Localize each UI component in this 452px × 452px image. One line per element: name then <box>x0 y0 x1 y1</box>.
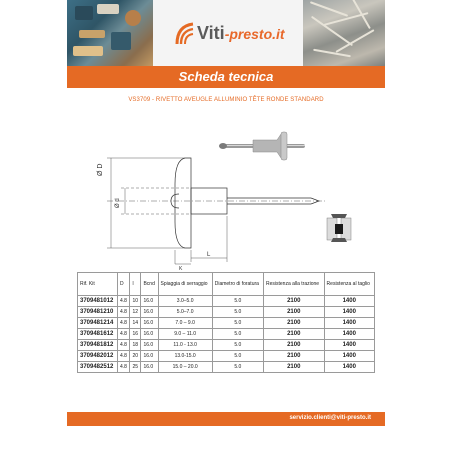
dim-label-d: Ø d <box>115 198 121 208</box>
tools-photo <box>67 0 153 66</box>
footer-email[interactable]: servizio.clienti@viti-presto.it <box>289 415 371 421</box>
header-d: D <box>118 273 130 296</box>
header-hole: Diametro di foratura <box>212 273 263 296</box>
cell-b: 16.0 <box>141 296 158 307</box>
cell-grip: 13.0-15.0 <box>158 351 212 362</box>
header-banner <box>67 0 385 66</box>
cell-b: 16.0 <box>141 318 158 329</box>
cell-shear: 1400 <box>324 296 374 307</box>
cell-l: 16 <box>130 329 141 340</box>
header-bcnd: Bcnd <box>141 273 158 296</box>
cell-grip: 5.0–7.0 <box>158 307 212 318</box>
cell-b: 16.0 <box>141 329 158 340</box>
cell-shear: 1400 <box>324 329 374 340</box>
cell-ref: 3709481210 <box>78 307 118 318</box>
footer-bar <box>67 412 385 426</box>
cell-grip: 15.0 – 20.0 <box>158 362 212 373</box>
cell-hole: 5.0 <box>212 307 263 318</box>
cell-hole: 5.0 <box>212 362 263 373</box>
cell-tension: 2100 <box>264 340 325 351</box>
table-row <box>78 329 375 340</box>
cell-grip: 3.0–5.0 <box>158 296 212 307</box>
cell-d: 4.8 <box>118 329 130 340</box>
header-ref: Rif. Kit <box>78 273 118 296</box>
installed-rivet-section-icon <box>327 214 351 242</box>
title-bar <box>67 66 385 88</box>
cell-l: 12 <box>130 307 141 318</box>
header-shear: Resistenza al taglio <box>324 273 374 296</box>
cell-d: 4.8 <box>118 296 130 307</box>
cell-grip: 11.0 - 13.0 <box>158 340 212 351</box>
cell-tension: 2100 <box>264 296 325 307</box>
cell-ref: 3709482012 <box>78 351 118 362</box>
logo-main: Viti <box>197 23 225 43</box>
table-header-row <box>78 273 375 296</box>
cell-hole: 5.0 <box>212 340 263 351</box>
cell-grip: 9.0 – 11.0 <box>158 329 212 340</box>
cell-hole: 5.0 <box>212 329 263 340</box>
cell-tension: 2100 <box>264 307 325 318</box>
logo-arc-icon <box>175 22 195 46</box>
table-row <box>78 340 375 351</box>
cell-ref: 3709481812 <box>78 340 118 351</box>
rivet-elevation <box>107 158 327 264</box>
cell-grip: 7.0 – 9.0 <box>158 318 212 329</box>
cell-b: 16.0 <box>141 351 158 362</box>
header-grip: Spiaggia di serraggio <box>158 273 212 296</box>
table-row <box>78 351 375 362</box>
cell-d: 4.8 <box>118 351 130 362</box>
dim-label-L: L <box>207 252 211 258</box>
technical-drawing <box>67 110 385 270</box>
logo-accent: -presto.it <box>224 26 285 42</box>
cell-shear: 1400 <box>324 362 374 373</box>
cell-shear: 1400 <box>324 318 374 329</box>
table-row <box>78 318 375 329</box>
rivet-photo <box>219 132 305 160</box>
cell-tension: 2100 <box>264 351 325 362</box>
screws-photo <box>303 0 385 66</box>
cell-b: 16.0 <box>141 362 158 373</box>
cell-l: 18 <box>130 340 141 351</box>
table-row <box>78 362 375 373</box>
cell-ref: 3709481012 <box>78 296 118 307</box>
page-title: Scheda tecnica <box>178 69 274 84</box>
header-l: l <box>130 273 141 296</box>
cell-d: 4.8 <box>118 340 130 351</box>
cell-b: 16.0 <box>141 340 158 351</box>
cell-tension: 2100 <box>264 329 325 340</box>
cell-shear: 1400 <box>324 351 374 362</box>
product-subtitle: VS3709 - RIVETTO AVEUGLE ALLUMINIO TÊTE RONDE STANDARD <box>128 97 324 103</box>
dim-label-k: K <box>179 266 183 270</box>
logo-wordmark <box>197 23 285 44</box>
cell-tension: 2100 <box>264 362 325 373</box>
dim-label-D: Ø D <box>97 163 104 176</box>
cell-tension: 2100 <box>264 318 325 329</box>
cell-ref: 3709482512 <box>78 362 118 373</box>
cell-d: 4.8 <box>118 318 130 329</box>
cell-ref: 3709481214 <box>78 318 118 329</box>
cell-l: 25 <box>130 362 141 373</box>
cell-b: 16.0 <box>141 307 158 318</box>
cell-hole: 5.0 <box>212 351 263 362</box>
datasheet-page <box>67 0 385 452</box>
header-tension: Resistenza alla trazione <box>264 273 325 296</box>
cell-hole: 5.0 <box>212 318 263 329</box>
cell-l: 20 <box>130 351 141 362</box>
cell-shear: 1400 <box>324 340 374 351</box>
cell-l: 10 <box>130 296 141 307</box>
cell-d: 4.8 <box>118 362 130 373</box>
cell-shear: 1400 <box>324 307 374 318</box>
cell-l: 14 <box>130 318 141 329</box>
spec-table <box>77 272 375 373</box>
table-row <box>78 307 375 318</box>
cell-d: 4.8 <box>118 307 130 318</box>
cell-ref: 3709481612 <box>78 329 118 340</box>
cell-hole: 5.0 <box>212 296 263 307</box>
table-row <box>78 296 375 307</box>
brand-logo <box>175 22 295 48</box>
